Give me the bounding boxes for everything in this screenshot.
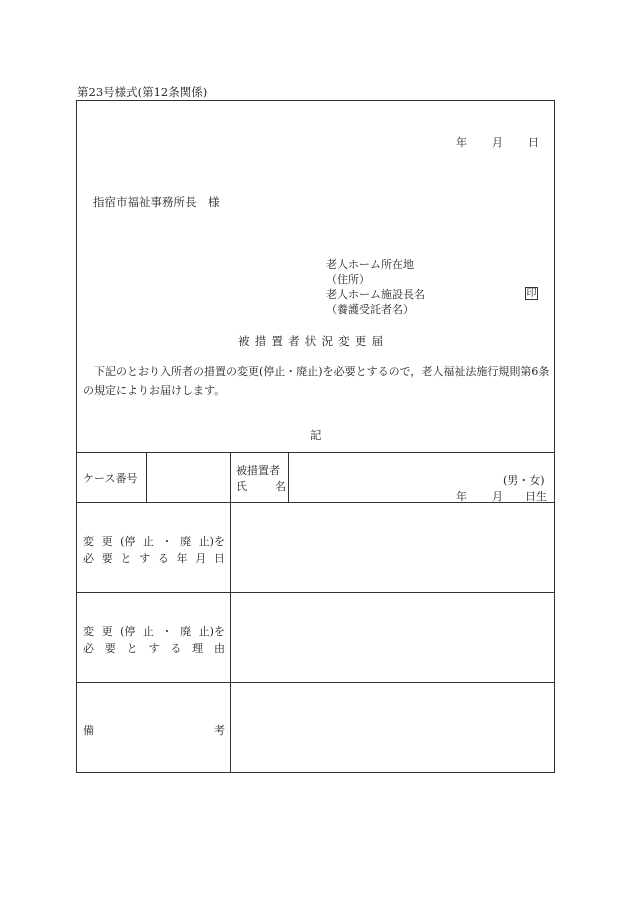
document-title: 被措置者状況変更届: [238, 334, 389, 348]
case-number-field[interactable]: [147, 453, 229, 501]
label-char: 廃: [180, 535, 192, 548]
person-name-label: [236, 478, 286, 494]
label-char: ・: [161, 625, 173, 638]
label-char: (停: [120, 625, 136, 638]
sender-name-label: 老人ホーム施設長名: [326, 288, 425, 301]
change-reason-label-line2: [83, 640, 225, 656]
seal-mark: 印: [526, 288, 537, 299]
label-char: す: [148, 642, 160, 655]
label-char: 止: [142, 625, 154, 638]
change-date-label-line2: [83, 550, 225, 566]
label-char: 理: [192, 642, 204, 655]
ki-label: 記: [310, 428, 322, 442]
label-char: 廃: [180, 625, 192, 638]
addressee: 指宿市福祉事務所長 様: [93, 195, 220, 209]
label-char: (停: [120, 535, 136, 548]
remarks-label: [83, 722, 225, 738]
date-year-label: 年: [456, 136, 467, 149]
label-char: 年: [176, 552, 188, 565]
label-char: 止: [142, 535, 154, 548]
label-char: 止)を: [198, 535, 225, 548]
label-char: と: [120, 552, 132, 565]
body-text: 下記のとおり入所者の措置の変更(停止・廃止)を必要とするので，老人福祉法施行規則第6条の規定によりお届けします。: [83, 365, 550, 397]
form-label: 第23号様式(第12条関係): [77, 85, 208, 99]
label-char: 更: [101, 535, 113, 548]
sender-name-sub: （養護受託者名）: [326, 303, 414, 316]
label-char: 変: [83, 535, 94, 548]
label-char: ・: [161, 535, 173, 548]
remarks-char-1: 備: [83, 724, 94, 737]
person-label: 被措置者: [236, 464, 280, 477]
birth-year-label: 年: [456, 490, 467, 503]
label-char: 必: [83, 642, 94, 655]
remarks-char-2: 考: [214, 724, 225, 737]
person-name-char-1: 氏: [236, 480, 247, 493]
label-char: る: [170, 642, 182, 655]
gender-options: (男・女): [503, 474, 545, 487]
label-char: 由: [213, 642, 225, 655]
change-date-field[interactable]: [231, 503, 554, 591]
label-char: す: [139, 552, 151, 565]
label-char: 必: [83, 552, 94, 565]
label-char: 止)を: [198, 625, 225, 638]
change-reason-label-line1: [83, 623, 225, 639]
date-month-label: 月: [492, 136, 503, 149]
birth-month-label: 月: [492, 490, 503, 503]
label-char: 更: [101, 625, 113, 638]
label-char: 要: [101, 552, 113, 565]
remarks-field[interactable]: [231, 683, 554, 772]
label-char: 日: [213, 552, 225, 565]
person-name-char-2: 名: [275, 480, 286, 493]
date-day-label: 日: [528, 136, 539, 149]
case-number-label: ケース番号: [83, 472, 138, 485]
label-char: 変: [83, 625, 94, 638]
label-char: と: [126, 642, 138, 655]
change-date-label-line1: [83, 533, 225, 549]
label-char: 月: [195, 552, 207, 565]
change-reason-field[interactable]: [231, 593, 554, 681]
label-char: る: [157, 552, 169, 565]
label-char: 要: [104, 642, 116, 655]
sender-address-label: 老人ホーム所在地: [326, 258, 414, 271]
birth-day-label: 日生: [525, 490, 547, 503]
sender-address-sub: （住所）: [326, 273, 370, 286]
